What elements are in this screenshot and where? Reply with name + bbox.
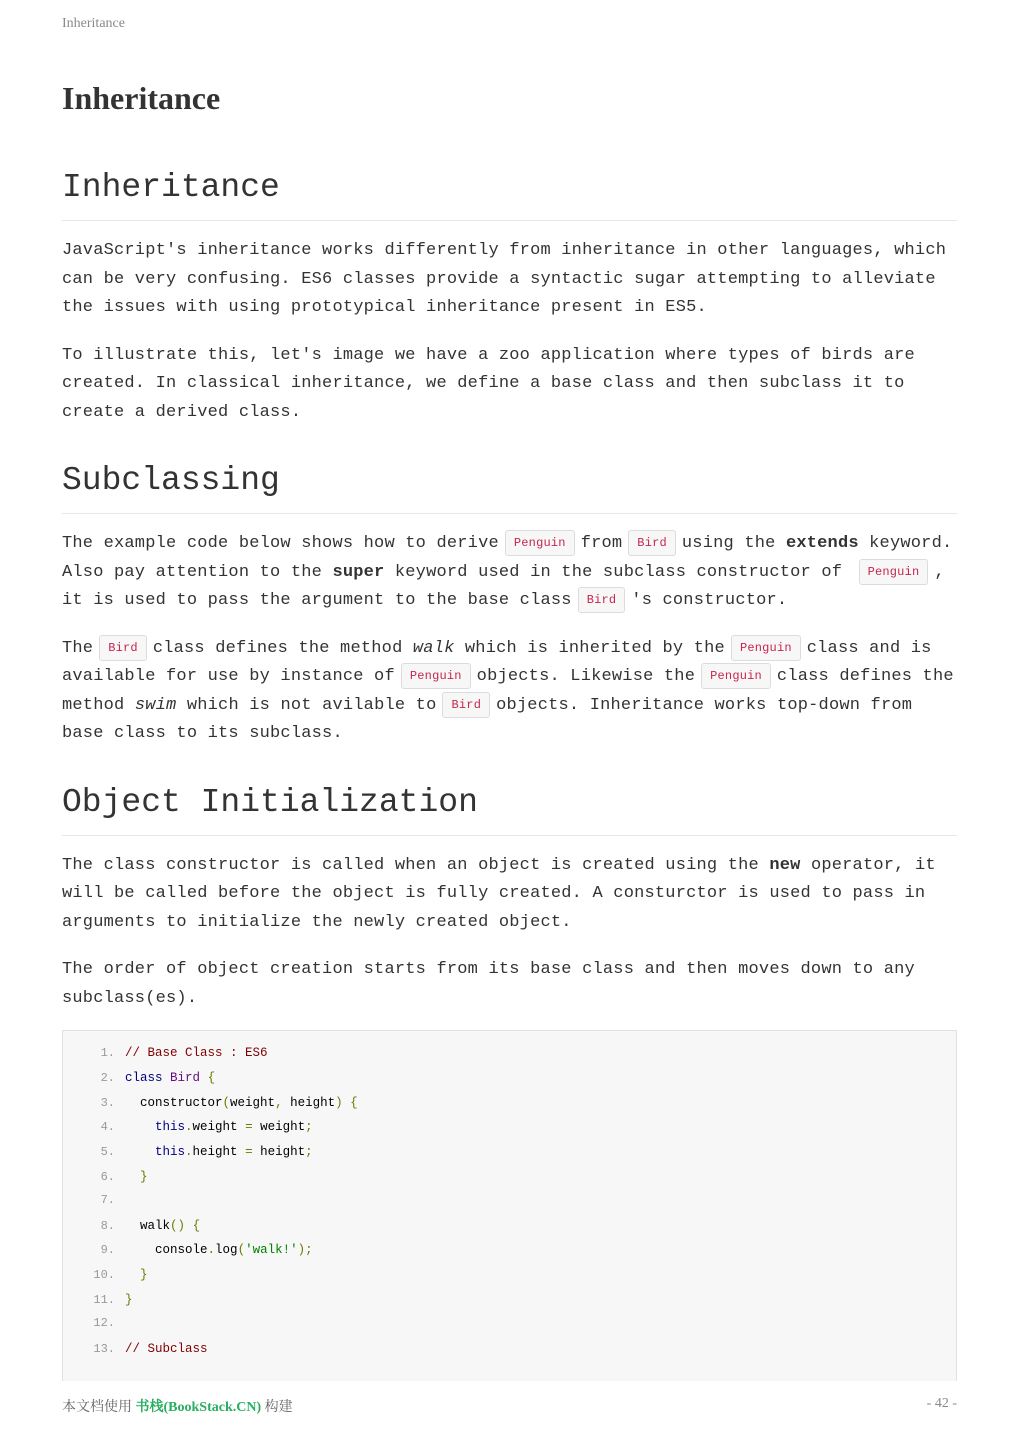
inline-code-penguin: Penguin xyxy=(731,635,801,661)
text-span: The example code below shows how to derive xyxy=(62,534,499,553)
code-text xyxy=(125,1142,313,1162)
code-identifier: weight xyxy=(230,1096,276,1110)
code-identifier: walk xyxy=(140,1219,171,1233)
code-punct: . xyxy=(185,1120,193,1134)
code-class-name: Bird xyxy=(170,1071,201,1085)
section-heading-object-initialization: Object Initialization xyxy=(62,783,957,836)
method-walk: walk xyxy=(412,638,455,658)
code-text xyxy=(125,1265,148,1285)
text-span: objects. Inheritance works top-down from base class to its subclass. xyxy=(62,695,913,743)
text-span: class and is available for use by instance of xyxy=(62,638,932,686)
page-title: Inheritance xyxy=(62,80,221,116)
code-text xyxy=(125,1068,215,1088)
code-punct: ; xyxy=(305,1145,313,1159)
code-text xyxy=(125,1043,268,1063)
code-text xyxy=(125,1216,200,1236)
line-number: 10. xyxy=(93,1268,115,1282)
code-punct: ); xyxy=(297,1243,313,1257)
code-punct: } xyxy=(140,1170,148,1184)
line-number: 13. xyxy=(93,1342,115,1356)
line-number: 1. xyxy=(100,1046,115,1060)
code-identifier: weight xyxy=(260,1120,306,1134)
line-number: 8. xyxy=(100,1219,115,1233)
line-number: 4. xyxy=(100,1120,115,1134)
code-keyword: this xyxy=(155,1145,186,1159)
code-punct: ; xyxy=(305,1120,313,1134)
code-punct: { xyxy=(192,1219,201,1233)
text-span: keyword. Also pay attention to the xyxy=(62,534,953,582)
keyword-new: new xyxy=(769,855,801,875)
inline-code-penguin: Penguin xyxy=(401,663,471,689)
text-span: objects. Likewise the xyxy=(476,667,696,686)
code-punct: { xyxy=(207,1071,216,1085)
footer-prefix: 本文档使用 xyxy=(62,1400,132,1415)
article-content xyxy=(62,168,957,1013)
line-number: 6. xyxy=(100,1170,115,1184)
code-punct: = xyxy=(245,1145,253,1159)
code-identifier: constructor xyxy=(140,1096,223,1110)
code-comment: // Base Class : ES6 xyxy=(125,1046,268,1060)
text-span: The class constructor is called when an object is created using the xyxy=(62,855,759,875)
code-punct: ( xyxy=(237,1243,246,1257)
text-span: from xyxy=(580,534,623,553)
code-identifier: weight xyxy=(192,1120,238,1134)
code-punct: . xyxy=(185,1145,193,1159)
code-indent xyxy=(125,1268,140,1282)
code-punct: () xyxy=(170,1219,186,1233)
code-keyword: class xyxy=(125,1071,163,1085)
running-header: Inheritance xyxy=(62,16,125,31)
text-span: keyword used in the subclass constructor of xyxy=(394,562,843,582)
method-swim: swim xyxy=(134,695,177,715)
code-keyword: this xyxy=(155,1120,186,1134)
paragraph-subclassing-extends xyxy=(62,530,957,616)
inline-code-bird: Bird xyxy=(99,635,147,661)
paragraph-constructor xyxy=(62,852,957,938)
code-identifier: height xyxy=(290,1096,336,1110)
line-number: 3. xyxy=(100,1096,115,1110)
line-number: 2. xyxy=(100,1071,115,1085)
line-number: 11. xyxy=(93,1293,115,1307)
code-identifier: log xyxy=(215,1243,238,1257)
code-indent xyxy=(125,1145,155,1159)
text-span: using the xyxy=(681,534,776,553)
page-number: - 42 - xyxy=(926,1396,957,1411)
code-punct: ) xyxy=(335,1096,343,1110)
code-text xyxy=(125,1167,148,1187)
code-punct: { xyxy=(350,1096,358,1110)
paragraph-creation-order: The order of object creation starts from its base class and then moves down to any subclass(es). xyxy=(62,960,915,1008)
line-number: 9. xyxy=(100,1243,115,1257)
section-heading-inheritance: Inheritance xyxy=(62,168,957,221)
inline-code-bird: Bird xyxy=(578,587,626,613)
code-indent xyxy=(125,1096,140,1110)
code-comment: // Subclass xyxy=(125,1342,208,1356)
inline-code-penguin: Penguin xyxy=(701,663,771,689)
code-indent xyxy=(125,1219,140,1233)
inline-code-penguin: Penguin xyxy=(859,559,929,585)
code-block xyxy=(62,1030,957,1381)
footer-bookstack-link[interactable]: 书栈(BookStack.CN) xyxy=(135,1400,262,1415)
text-span: 's constructor. xyxy=(631,591,788,610)
code-identifier: height xyxy=(192,1145,238,1159)
code-identifier: height xyxy=(260,1145,306,1159)
paragraph-inheritance-intro: JavaScript's inheritance works differently from inheritance in other languages, which can be very confusing. ES6 classes provide a syntactic sugar attempting to alleviate the issues with using prototypical inheritance present in ES5. xyxy=(62,241,947,317)
text-span: which is not avilable to xyxy=(186,695,437,715)
code-punct: ( xyxy=(222,1096,231,1110)
code-indent xyxy=(125,1120,155,1134)
code-text xyxy=(125,1339,208,1359)
code-identifier: console xyxy=(155,1243,208,1257)
code-text xyxy=(125,1117,313,1137)
code-text xyxy=(125,1240,313,1260)
text-span: class defines the method xyxy=(152,638,403,658)
text-span: , it is used to pass the argument to the base class xyxy=(62,562,945,610)
footer-credit xyxy=(62,1396,293,1416)
section-heading-subclassing: Subclassing xyxy=(62,461,957,514)
code-punct: = xyxy=(245,1120,253,1134)
keyword-super: super xyxy=(332,562,385,582)
footer-suffix: 构建 xyxy=(264,1400,293,1415)
code-indent xyxy=(125,1243,155,1257)
line-number: 12. xyxy=(93,1316,115,1330)
code-punct: . xyxy=(207,1243,216,1257)
code-text xyxy=(125,1290,133,1310)
inline-code-bird: Bird xyxy=(442,692,490,718)
code-punct: } xyxy=(125,1293,133,1307)
code-punct: } xyxy=(140,1268,148,1282)
line-number: 5. xyxy=(100,1145,115,1159)
text-span: which is inherited by the xyxy=(464,638,725,658)
text-span: operator, it will be called before the object is fully created. A consturctor is used to pass in arguments to initialize the newly created object. xyxy=(62,855,936,932)
code-text xyxy=(125,1093,358,1113)
line-number: 7. xyxy=(100,1193,115,1207)
inline-code-penguin: Penguin xyxy=(505,530,575,556)
keyword-extends: extends xyxy=(785,534,859,553)
inline-code-bird: Bird xyxy=(628,530,676,556)
text-span: The xyxy=(62,638,94,658)
paragraph-subclassing-methods xyxy=(62,635,957,749)
paragraph-zoo-example: To illustrate this, let's image we have a zoo application where types of birds are created. In classical inheritance, we define a base class and then subclass it to create a derived class. xyxy=(62,345,915,422)
code-string: 'walk!' xyxy=(245,1243,298,1257)
code-punct: , xyxy=(275,1096,283,1110)
text-span: class defines the method xyxy=(62,667,954,715)
code-indent xyxy=(125,1170,140,1184)
